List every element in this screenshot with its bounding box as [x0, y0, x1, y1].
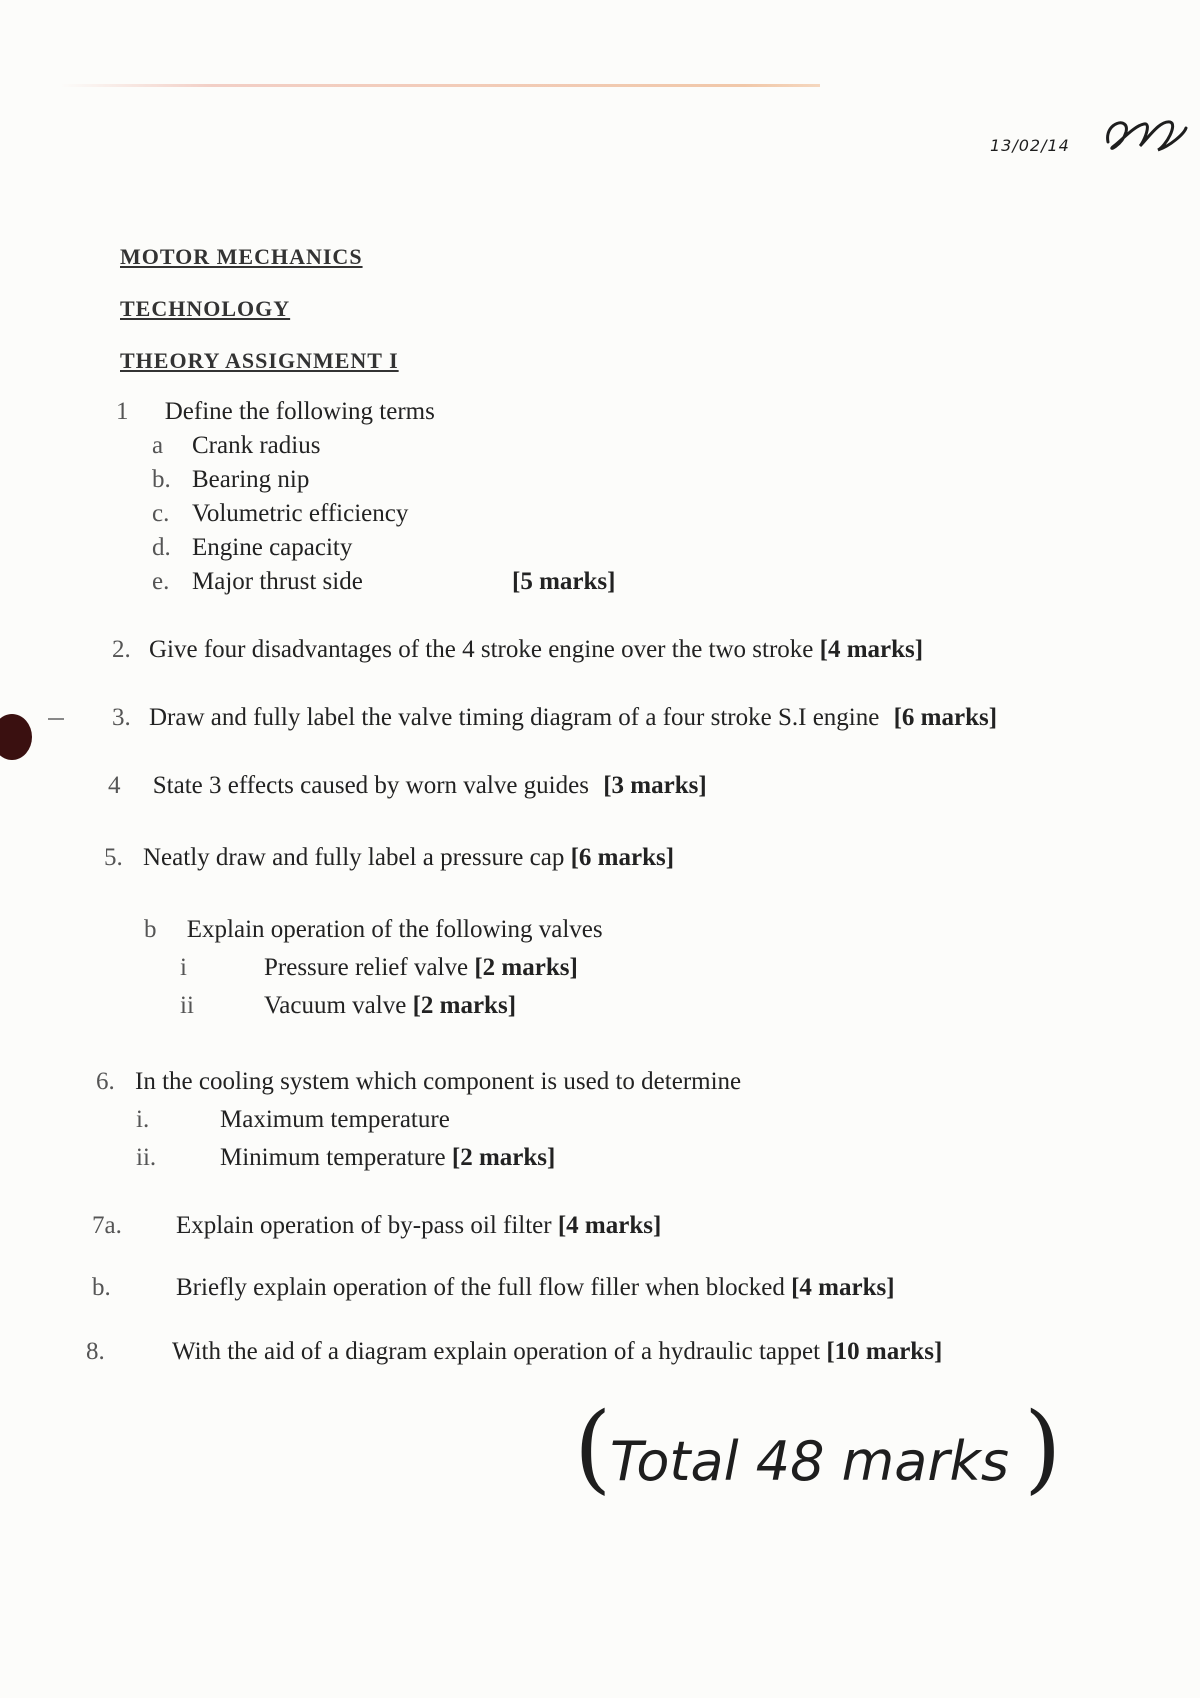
marks-label: [2 marks]: [412, 992, 517, 1019]
list-item: [180, 992, 517, 1020]
item-text: Engine capacity: [192, 534, 353, 561]
question-2: [112, 636, 923, 664]
item-text: Maximum temperature: [220, 1106, 450, 1133]
marks-label: [5 marks]: [512, 568, 616, 595]
open-paren-icon: (: [574, 1392, 612, 1504]
item-label: d.: [152, 534, 171, 561]
item-text: Crank radius: [192, 432, 321, 459]
marks-label: [10 marks]: [826, 1338, 943, 1365]
list-item: [136, 1106, 450, 1134]
item-text: Volumetric efficiency: [192, 500, 409, 527]
item-label: b.: [152, 466, 171, 493]
question-5b: [144, 916, 603, 944]
list-item: [152, 568, 363, 596]
handwritten-date: 13/02/14: [990, 136, 1070, 155]
signature-icon: [1100, 112, 1190, 160]
marks-label: [4 marks]: [791, 1274, 895, 1301]
question-4: [108, 772, 707, 800]
question-text: In the cooling system which component is used to determine: [135, 1068, 742, 1095]
list-item: [152, 466, 310, 494]
question-text: State 3 effects caused by worn valve guides: [152, 772, 589, 799]
question-number: 7a.: [92, 1212, 122, 1239]
item-text-group: [264, 954, 578, 982]
marks-label: [2 marks]: [451, 1144, 556, 1171]
question-number: 1: [116, 398, 129, 425]
title-motor-mechanics: MOTOR MECHANICS: [120, 244, 363, 269]
question-number: 8.: [86, 1338, 105, 1365]
title-technology: TECHNOLOGY: [120, 296, 291, 321]
item-label: a: [152, 432, 164, 459]
title-theory-assignment: THEORY ASSIGNMENT I: [120, 348, 399, 373]
marks-label: [4 marks]: [557, 1212, 662, 1239]
question-1: [116, 398, 435, 426]
question-number: 4: [108, 772, 121, 799]
marks-label: [6 marks]: [893, 704, 998, 731]
question-number: 3.: [112, 704, 131, 731]
question-number: 5.: [104, 844, 123, 871]
item-text-group: [220, 1144, 555, 1172]
question-text: Explain operation of the following valves: [186, 916, 603, 943]
item-text: Vacuum valve: [264, 992, 407, 1019]
question-text: Give four disadvantages of the 4 stroke engine over the two stroke: [149, 636, 814, 663]
question-5: [104, 844, 674, 872]
item-label: i: [180, 954, 187, 981]
question-text: Define the following terms: [164, 398, 435, 425]
question-8: [86, 1338, 943, 1366]
scan-color-stripe: [60, 84, 820, 87]
question-text: Explain operation of by-pass oil filter: [176, 1212, 552, 1239]
ink-blot: [0, 714, 32, 760]
question-text: With the aid of a diagram explain operation of a hydraulic tappet: [172, 1338, 821, 1365]
list-item: [136, 1144, 556, 1172]
close-paren-icon: ): [1024, 1392, 1062, 1504]
question-text: Briefly explain operation of the full flow filler when blocked: [176, 1274, 785, 1301]
question-7b: [92, 1274, 895, 1302]
item-text-group: [264, 992, 516, 1020]
handwritten-total: Total 48 marks: [610, 1430, 1009, 1493]
question-text-group: [176, 1212, 661, 1240]
question-number: 2.: [112, 636, 131, 663]
question-7a: [92, 1212, 662, 1240]
question-text: Neatly draw and fully label a pressure cap: [143, 844, 565, 871]
item-text: Major thrust side: [192, 568, 363, 595]
question-number: 6.: [96, 1068, 115, 1095]
question-number: b.: [92, 1274, 111, 1301]
question-3: [112, 704, 997, 732]
list-item: [180, 954, 578, 982]
list-item: [152, 432, 321, 460]
item-text: Bearing nip: [192, 466, 310, 493]
item-text: Pressure relief valve: [264, 954, 469, 981]
question-text-group: [176, 1274, 895, 1302]
margin-mark: [48, 718, 64, 720]
question-6: [96, 1068, 741, 1096]
marks-label: [3 marks]: [603, 772, 707, 799]
item-label: ii.: [136, 1144, 157, 1171]
item-label: ii: [180, 992, 194, 1019]
list-item: [152, 534, 353, 562]
item-label: i.: [136, 1106, 150, 1133]
item-label: c.: [152, 500, 170, 527]
list-item: [152, 500, 409, 528]
item-label: e.: [152, 568, 170, 595]
question-text-group: [172, 1338, 942, 1366]
question-text: Draw and fully label the valve timing diagram of a four stroke S.I engine: [149, 704, 880, 731]
marks-label: [2 marks]: [474, 954, 578, 981]
marks-label: [4 marks]: [819, 636, 924, 663]
question-number: b: [144, 916, 157, 943]
marks-label: [6 marks]: [570, 844, 675, 871]
item-text: Minimum temperature: [220, 1144, 446, 1171]
